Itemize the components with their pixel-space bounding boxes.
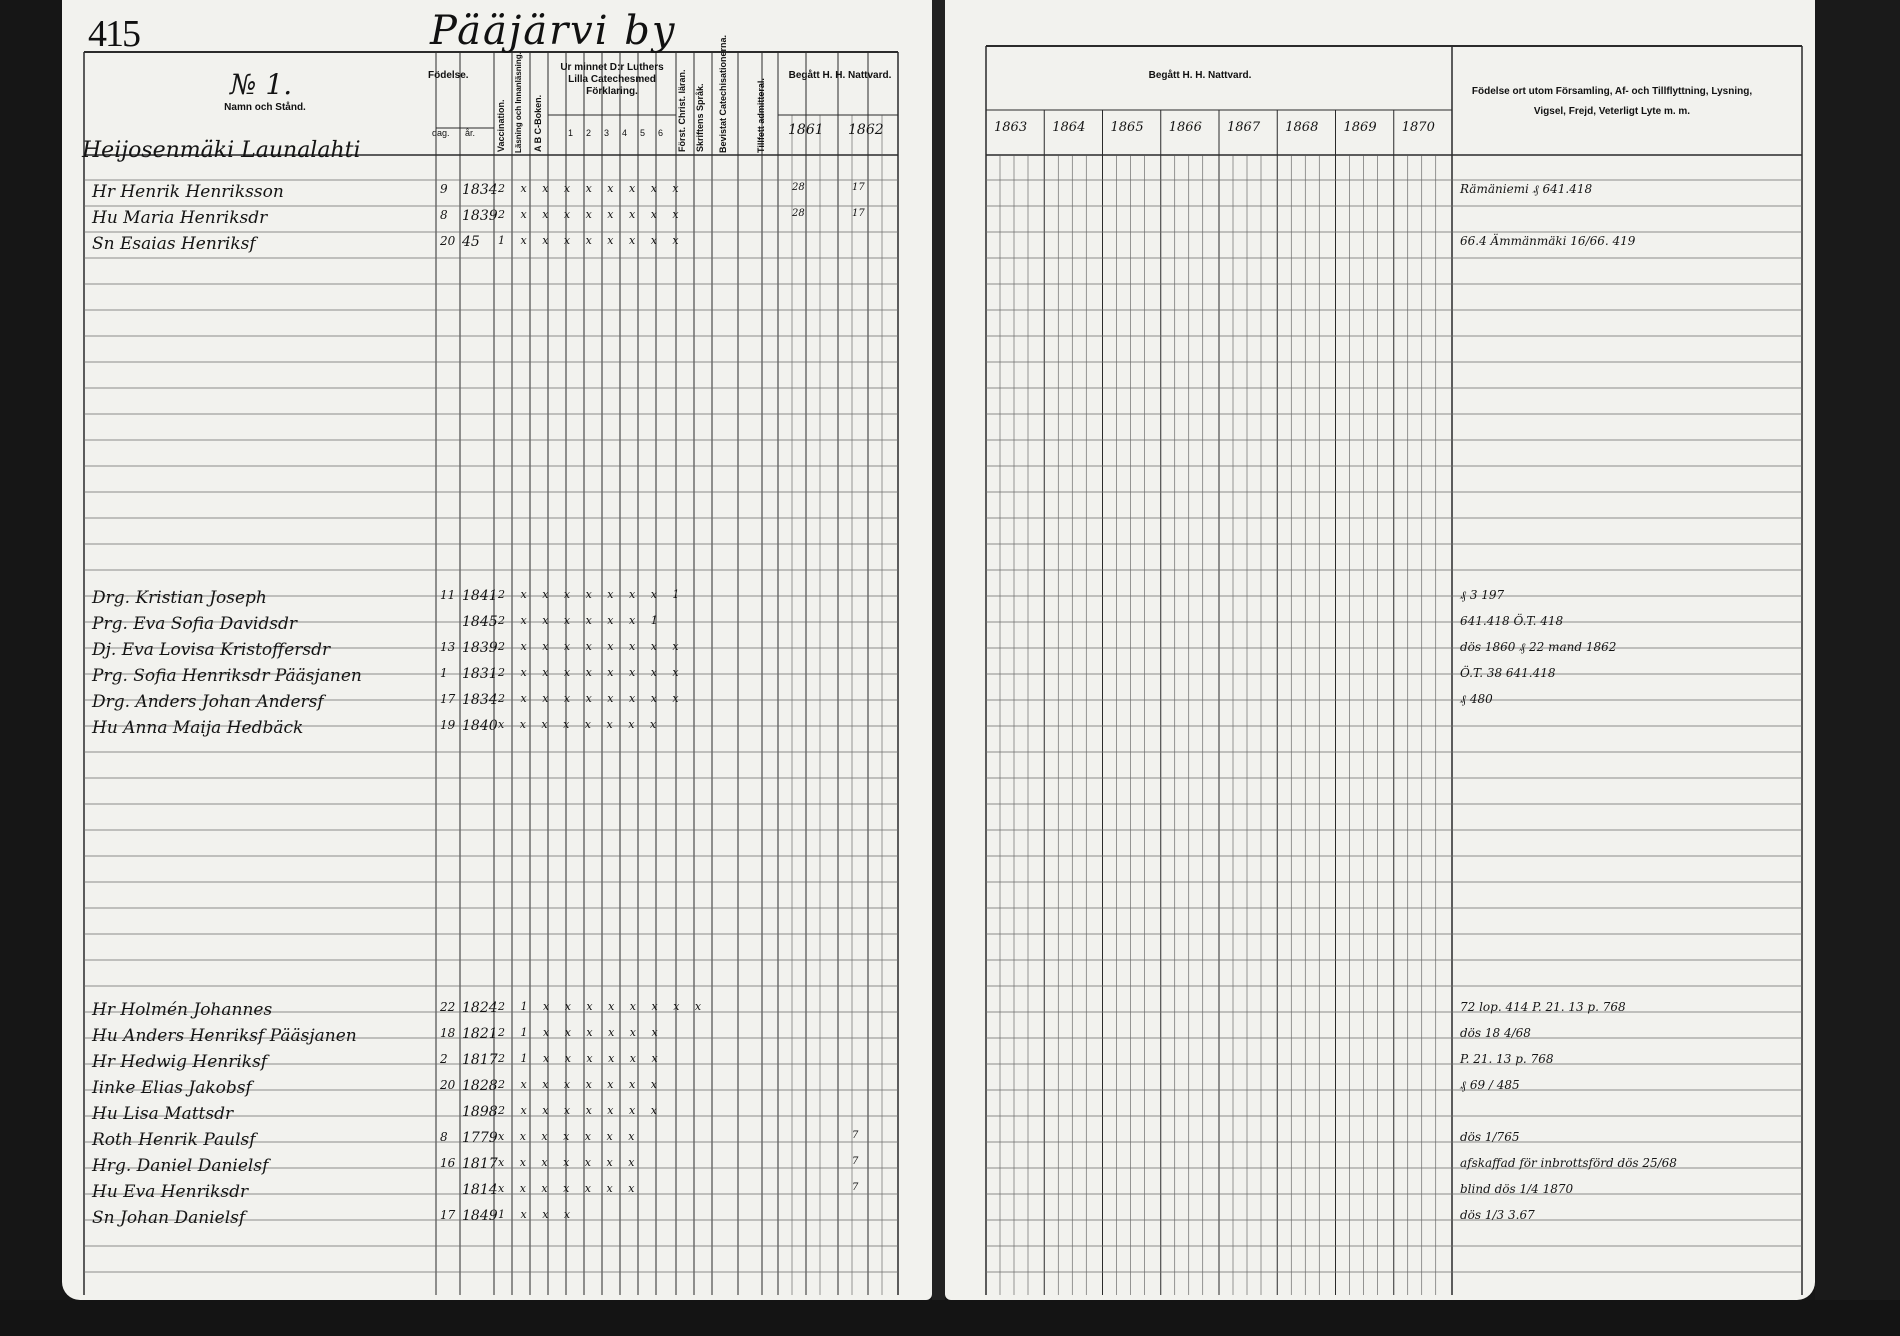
entry-remark: dös 18 4/68 [1460, 1026, 1531, 1040]
header-abc: A B C-Boken. [533, 94, 543, 152]
page-title: Pääjärvi by [430, 8, 677, 54]
entry-remark: dös 1/3 3.67 [1460, 1208, 1535, 1222]
cat-num-4: 4 [622, 128, 628, 138]
year-1862: 1862 [848, 122, 884, 138]
header-bevistat: Bevistat Catechisationerna. [718, 34, 728, 153]
entry-nattvard-1862: 7 [852, 1156, 859, 1167]
cat-num-1: 1 [568, 128, 574, 138]
entry-marks: 2 1 x x x x x x [498, 1052, 664, 1065]
entry-name: Hu Eva Henriksdr [92, 1182, 249, 1202]
entry-marks: 2 x x x x x x x [498, 1104, 663, 1117]
entry-birth-day: 22 [440, 1000, 456, 1014]
entry-remark: blind dös 1/4 1870 [1460, 1182, 1574, 1196]
page-number: 415 [88, 13, 139, 55]
entry-marks: 2 x x x x x x x x [498, 208, 685, 221]
entry-marks: 2 x x x x x x x 1 [498, 588, 686, 601]
entry-birth-day: 20 [440, 234, 456, 248]
header-nattvard-left: Begått H. H. Nattvard. [788, 70, 892, 81]
entry-birth-year: 1779 [462, 1130, 498, 1146]
entry-nattvard-1862: 17 [852, 182, 865, 193]
entry-birth-day: 9 [440, 182, 448, 196]
entry-birth-year: 1817 [462, 1052, 498, 1068]
year-1861: 1861 [788, 122, 824, 138]
entry-marks: 1 x x x x x x x x [498, 234, 685, 247]
scan-bottom-edge [0, 1300, 1900, 1336]
entry-birth-year: 1840 [462, 718, 498, 734]
entry-birth-day: 11 [440, 588, 456, 602]
entry-marks: x x x x x x x x [498, 718, 663, 731]
entry-birth-year: 1845 [462, 614, 498, 630]
entry-name: Iinke Elias Jakobsf [92, 1078, 252, 1098]
header-tillfett: Tillfett admitteral. [756, 78, 766, 153]
year-label-right: 1870 [1401, 120, 1435, 135]
header-skriftens: Skriftens Språk. [695, 83, 705, 152]
entry-marks: x x x x x x x [498, 1182, 641, 1195]
entry-name: Dj. Eva Lovisa Kristoffersdr [92, 640, 331, 660]
year-label-right: 1863 [994, 120, 1028, 135]
entry-marks: 2 x x x x x x x x [498, 692, 685, 705]
entry-birth-year: 1834 [462, 182, 498, 198]
entry-remark: dös 1/765 [1460, 1130, 1520, 1144]
entry-birth-year: 1839 [462, 208, 498, 224]
entry-remark: ₰ 3 197 [1460, 588, 1505, 602]
entry-name: Hu Anna Maija Hedbäck [92, 718, 304, 738]
header-catechism: Ur minnet D:r Luthers Lilla Catechesmed Förklaring. [560, 62, 664, 97]
entry-birth-day: 2 [440, 1052, 448, 1066]
header-fodelse: Födelse. [428, 70, 469, 81]
entry-marks: x x x x x x x [498, 1156, 641, 1169]
entry-birth-day: 16 [440, 1156, 456, 1170]
entry-birth-year: 1828 [462, 1078, 498, 1094]
entry-marks: 1 x x x [498, 1208, 577, 1221]
entry-nattvard-1862: 17 [852, 208, 865, 219]
entry-birth-year: 1817 [462, 1156, 498, 1172]
year-label-right: 1869 [1343, 120, 1377, 135]
entry-remark: Ö.T. 38 641.418 [1460, 666, 1556, 680]
entry-remark: ₰ 480 [1460, 692, 1493, 706]
entry-birth-day: 19 [440, 718, 456, 732]
entry-name: Sn Johan Danielsf [92, 1208, 246, 1228]
entry-name: Hr Henrik Henriksson [92, 182, 284, 202]
header-remarks: Födelse ort utom Församling, Af- och Tillflyttning, Lysning, Vigsel, Frejd, Veterligt Lyte m. m. [1471, 86, 1753, 117]
entry-birth-year: 1821 [462, 1026, 498, 1042]
entry-birth-day: 18 [440, 1026, 456, 1040]
entry-name: Drg. Kristian Joseph [92, 588, 267, 608]
cat-num-3: 3 [604, 128, 610, 138]
entry-name: Hr Hedwig Henriksf [92, 1052, 268, 1072]
header-lasning: Läsning och Innanläsning. [514, 52, 523, 153]
entry-birth-year: 1831 [462, 666, 498, 682]
entry-name: Hu Lisa Mattsdr [92, 1104, 234, 1124]
entry-birth-year: 1834 [462, 692, 498, 708]
header-vaccination: Vaccination. [496, 99, 506, 152]
entry-name: Prg. Sofia Henriksdr Pääsjanen [92, 666, 362, 686]
entry-birth-year: 1849 [462, 1208, 498, 1224]
year-label-right: 1865 [1110, 120, 1144, 135]
header-dag: dag. [432, 128, 450, 138]
entry-birth-year: 1841 [462, 588, 498, 604]
entry-nattvard-1862: 7 [852, 1130, 859, 1141]
entry-birth-year: 1839 [462, 640, 498, 656]
year-label-right: 1864 [1052, 120, 1086, 135]
entry-name: Drg. Anders Johan Andersf [92, 692, 324, 712]
cat-num-2: 2 [586, 128, 592, 138]
cat-num-5: 5 [640, 128, 646, 138]
entry-marks: 2 1 x x x x x x [498, 1026, 664, 1039]
entry-name: Roth Henrik Paulsf [92, 1130, 256, 1150]
entry-birth-day: 17 [440, 1208, 456, 1222]
header-nattvard-right: Begått H. H. Nattvard. [1148, 70, 1252, 81]
entry-nattvard-1861: 28 [792, 208, 805, 219]
entry-marks: 2 x x x x x x x x [498, 666, 685, 679]
entry-remark: dös 1860 ₰ 22 mand 1862 [1460, 640, 1617, 654]
entry-remark: Rämäniemi ₰ 641.418 [1460, 182, 1593, 196]
entry-remark: 641.418 Ö.T. 418 [1460, 614, 1564, 628]
header-forst: Först. Christ. läran. [677, 69, 687, 152]
year-label-right: 1867 [1227, 120, 1261, 135]
entry-marks: 2 1 x x x x x x x x [498, 1000, 708, 1013]
entry-name: Hr Holmén Johannes [92, 1000, 273, 1020]
entry-marks: 2 x x x x x x x x [498, 640, 685, 653]
entry-birth-day: 17 [440, 692, 456, 706]
entry-remark: P. 21. 13 p. 768 [1460, 1052, 1554, 1066]
entry-birth-day: 1 [440, 666, 448, 680]
entry-birth-year: 1898 [462, 1104, 498, 1120]
entry-nattvard-1862: 7 [852, 1182, 859, 1193]
entry-name: Hu Anders Henriksf Pääsjanen [92, 1026, 357, 1046]
entry-name: Prg. Eva Sofia Davidsdr [92, 614, 297, 634]
entry-nattvard-1861: 28 [792, 182, 805, 193]
year-label-right: 1866 [1168, 120, 1202, 135]
entry-birth-year: 1824 [462, 1000, 498, 1016]
entry-birth-day: 20 [440, 1078, 456, 1092]
header-ar: år. [465, 128, 476, 138]
entry-marks: 2 x x x x x x x x [498, 182, 685, 195]
entry-birth-day: 8 [440, 208, 448, 222]
entry-birth-year: 45 [462, 234, 480, 250]
entry-birth-day: 13 [440, 640, 456, 654]
year-label-right: 1868 [1285, 120, 1319, 135]
entry-remark: 72 lop. 414 P. 21. 13 p. 768 [1460, 1000, 1626, 1014]
entry-remark: ₰ 69 / 485 [1460, 1078, 1520, 1092]
entry-name: Hrg. Daniel Danielsf [92, 1156, 269, 1176]
section-heading: Heijosenmäki Launalahti [82, 138, 361, 163]
entry-marks: 2 x x x x x x x [498, 1078, 663, 1091]
entry-marks: x x x x x x x [498, 1130, 641, 1143]
entry-name: Sn Esaias Henriksf [92, 234, 256, 254]
cat-num-6: 6 [658, 128, 664, 138]
entry-remark: afskaffad för inbrottsförd dös 25/68 [1460, 1156, 1677, 1170]
entry-name: Hu Maria Henriksdr [92, 208, 268, 228]
section-number: № 1. [230, 68, 293, 101]
entry-birth-day: 8 [440, 1130, 448, 1144]
entry-marks: 2 x x x x x x 1 [498, 614, 664, 627]
entry-birth-year: 1814 [462, 1182, 498, 1198]
entry-remark: 66.4 Ämmänmäki 16/66. 419 [1460, 234, 1636, 248]
header-name-col: Namn och Stånd. [224, 102, 306, 113]
